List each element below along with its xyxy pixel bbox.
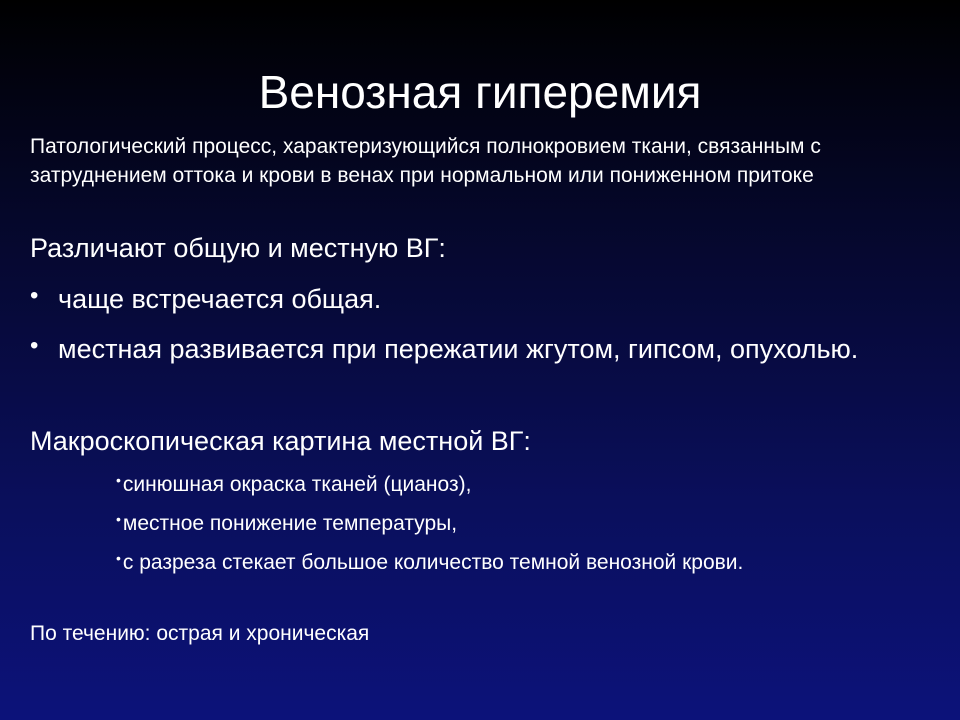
slide-title: Венозная гиперемия: [258, 66, 702, 118]
macro-item: [116, 471, 936, 500]
bullet-dot: •: [116, 550, 121, 566]
macro-item: [116, 510, 936, 539]
bullet-item: [30, 277, 910, 321]
bullet-dot: •: [116, 511, 121, 527]
course-text: По течению: острая и хроническая: [30, 622, 370, 645]
macro-heading: Макроскопическая картина местной ВГ:: [30, 426, 531, 456]
bullet-dot: •: [30, 282, 39, 309]
macro-item-text: с разреза стекает большое количество темной венозной крови.: [122, 551, 744, 574]
macro-item-text: синюшная окраска тканей (цианоз),: [122, 473, 472, 496]
bullet-item: [30, 327, 880, 371]
macro-item-text: местное понижение температуры,: [122, 512, 458, 535]
bullet-dot: •: [30, 332, 39, 359]
macro-item: [116, 549, 936, 578]
bullet-text: чаще встречается общая.: [58, 284, 382, 314]
bullet-dot: •: [116, 472, 121, 488]
types-heading: Различают общую и местную ВГ:: [30, 233, 446, 263]
definition-text: Патологический процесс, характеризующийся полнокровием ткани, связанным с затруднением оттока и крови в венах при нормальном или пониженном притоке: [30, 135, 821, 187]
bullet-text: местная развивается при пережатии жгутом, гипсом, опухолью.: [58, 334, 859, 364]
